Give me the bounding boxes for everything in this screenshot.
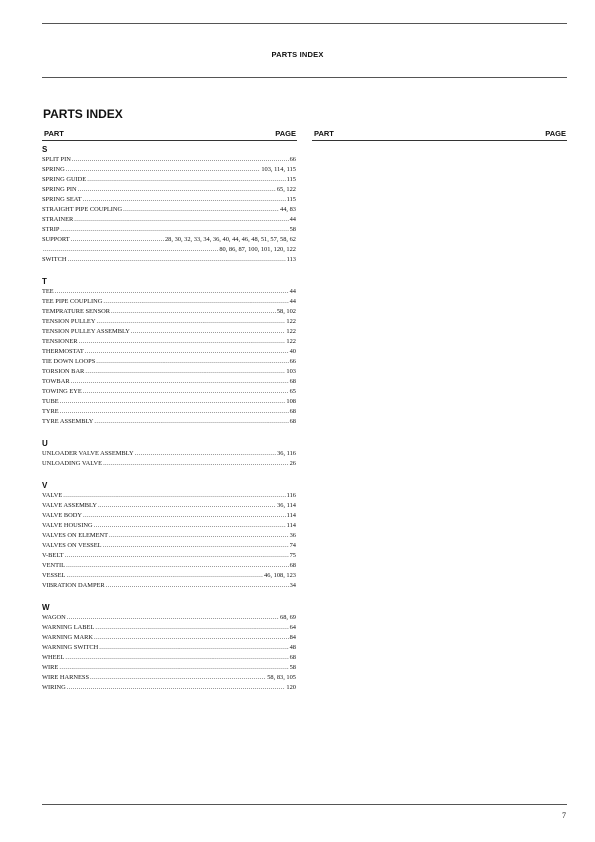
page-refs: 116 (286, 492, 296, 499)
part-name: VALVES ON ELEMENT (42, 532, 109, 539)
part-name: UNLOADING VALVE (42, 460, 103, 467)
part-name: WIRE (42, 664, 59, 671)
index-entry (42, 581, 296, 591)
index-entry (42, 653, 296, 663)
page-refs: 58 (289, 664, 296, 671)
page-refs: 84 (289, 634, 296, 641)
index-entry (42, 459, 296, 469)
dot-leader (103, 459, 289, 469)
right-page-label: PAGE (545, 129, 566, 138)
dot-leader (66, 561, 289, 571)
dot-leader (71, 377, 289, 387)
dot-leader (79, 337, 286, 347)
left-page-label: PAGE (275, 129, 296, 138)
dot-leader (67, 683, 286, 693)
page-refs: 103, 114, 115 (261, 166, 296, 173)
part-name: STRAINER (42, 216, 74, 223)
index-entry (42, 613, 296, 623)
section-gap (42, 265, 296, 276)
part-name: SPLIT PIN (42, 156, 71, 163)
page-refs: 44 (289, 298, 296, 305)
page-refs: 75 (289, 552, 296, 559)
part-name: SUPPORT (42, 236, 70, 243)
page-refs: 114 (286, 512, 296, 519)
index-entry (42, 449, 296, 459)
index-entry (42, 397, 296, 407)
index-entry (42, 155, 296, 165)
index-entry (42, 501, 296, 511)
index-entry (42, 195, 296, 205)
dot-leader (59, 663, 288, 673)
dot-leader (78, 185, 276, 195)
page-refs: 66 (289, 358, 296, 365)
dot-leader (95, 623, 288, 633)
dot-leader (83, 387, 289, 397)
page-refs: 66 (289, 156, 296, 163)
page-refs: 122 (286, 338, 296, 345)
part-name: TUBE (42, 398, 59, 405)
left-part-label: PART (44, 129, 64, 138)
index-title: PARTS INDEX (43, 107, 123, 121)
index-entry (42, 287, 296, 297)
index-entry (42, 317, 296, 327)
dot-leader (94, 633, 289, 643)
dot-leader (96, 317, 285, 327)
index-entry (42, 255, 296, 265)
header-top-rule (42, 23, 567, 24)
index-entry (42, 307, 296, 317)
part-name: WARNING MARK (42, 634, 93, 641)
index-entry (42, 377, 296, 387)
dot-leader (65, 551, 289, 561)
part-name: VALVES ON VESSEL (42, 542, 102, 549)
page-refs: 80, 86, 87, 100, 101, 120, 122 (219, 246, 296, 253)
dot-leader (66, 165, 261, 175)
page-refs: 122 (286, 318, 296, 325)
dot-leader (135, 449, 277, 459)
dot-leader (87, 175, 285, 185)
part-name: TEMPRATURE SENSOR (42, 308, 110, 315)
part-name: VESSEL (42, 572, 66, 579)
part-name: TYRE ASSEMBLY (42, 418, 94, 425)
index-entry (42, 683, 296, 693)
page-refs: 68 (289, 418, 296, 425)
page-refs: 68 (289, 378, 296, 385)
dot-leader (60, 407, 289, 417)
part-name: TENSION PULLEY ASSEMBLY (42, 328, 130, 335)
dot-leader (111, 307, 276, 317)
index-entry (42, 643, 296, 653)
part-name: SPRING PIN (42, 186, 77, 193)
dot-leader (67, 613, 279, 623)
page-refs: 58, 102 (276, 308, 296, 315)
part-name: SWITCH (42, 256, 67, 263)
part-name: TEE PIPE COUPLING (42, 298, 103, 305)
page-refs: 44 (289, 216, 296, 223)
part-name: WARNING SWITCH (42, 644, 99, 651)
header-bottom-rule (42, 77, 567, 78)
section-letter: W (42, 603, 50, 612)
page-refs: 115 (286, 196, 296, 203)
page-refs: 34 (289, 582, 296, 589)
section-letter: U (42, 439, 48, 448)
index-entry (42, 165, 296, 175)
part-name: WAGON (42, 614, 66, 621)
part-name: STRAIGHT PIPE COUPLING (42, 206, 123, 213)
part-name: THERMOSTAT (42, 348, 84, 355)
page-refs: 68 (289, 654, 296, 661)
part-name: WIRING (42, 684, 66, 691)
index-entry (42, 531, 296, 541)
page-refs: 46, 108, 123 (264, 572, 296, 579)
index-entry (42, 387, 296, 397)
dot-leader (131, 327, 286, 337)
page-refs: 68 (289, 408, 296, 415)
page-refs: 36 (289, 532, 296, 539)
index-entry (42, 357, 296, 367)
dot-leader (66, 571, 263, 581)
dot-leader (106, 581, 289, 591)
part-name: V-BELT (42, 552, 64, 559)
dot-leader (72, 155, 289, 165)
index-entry (42, 297, 296, 307)
dot-leader (109, 531, 289, 541)
dot-leader (65, 653, 288, 663)
part-name: TIE DOWN LOOPS (42, 358, 96, 365)
page-refs: 28, 30, 32, 33, 34, 36, 40, 44, 46, 48, 51, 57, 58, 62 (164, 236, 296, 243)
left-column-header (42, 129, 297, 141)
index-list (42, 144, 296, 693)
part-name: SPRING GUIDE (42, 176, 87, 183)
page-refs: 58 (289, 226, 296, 233)
section-letter: T (42, 277, 47, 286)
page-refs: 64 (289, 624, 296, 631)
index-entry (42, 225, 296, 235)
index-entry (42, 245, 296, 255)
part-name: TYRE (42, 408, 59, 415)
part-name: UNLOADER VALVE ASSEMBLY (42, 450, 134, 457)
page-refs: 115 (286, 176, 296, 183)
part-name: WHEEL (42, 654, 65, 661)
page-refs: 114 (286, 522, 296, 529)
dot-leader (83, 195, 286, 205)
page-refs: 44 (289, 288, 296, 295)
index-entry (42, 521, 296, 531)
dot-leader (96, 357, 288, 367)
dot-leader (85, 367, 285, 377)
page-refs: 65, 122 (276, 186, 296, 193)
dot-leader (98, 501, 276, 511)
part-name: STRIP (42, 226, 60, 233)
part-name: SPRING SEAT (42, 196, 82, 203)
part-name: SPRING (42, 166, 65, 173)
header-title: PARTS INDEX (271, 50, 324, 59)
page-refs: 103 (286, 368, 296, 375)
index-entry (42, 511, 296, 521)
page-number: 7 (562, 811, 566, 820)
index-entry (42, 571, 296, 581)
part-name: WIRE HARNESS (42, 674, 90, 681)
index-entry (42, 185, 296, 195)
dot-leader (99, 643, 288, 653)
index-entry (42, 633, 296, 643)
page-refs: 65 (289, 388, 296, 395)
dot-leader (90, 673, 266, 683)
page-refs: 36, 114 (277, 502, 296, 509)
dot-leader (123, 205, 279, 215)
page-refs: 122 (286, 328, 296, 335)
part-name: VIBRATION DAMPER (42, 582, 105, 589)
part-name: TENSIONER (42, 338, 78, 345)
index-entry (42, 367, 296, 377)
index-entry (42, 491, 296, 501)
dot-leader (83, 511, 286, 521)
index-entry (42, 235, 296, 245)
index-entry (42, 417, 296, 427)
section-letter: S (42, 145, 48, 154)
page-refs: 40 (289, 348, 296, 355)
index-entry (42, 407, 296, 417)
part-name: WARNING LABEL (42, 624, 95, 631)
page-refs: 36, 116 (277, 450, 296, 457)
dot-leader (60, 225, 288, 235)
part-name: TORSION BAR (42, 368, 85, 375)
index-entry (42, 337, 296, 347)
section-letter: V (42, 481, 48, 490)
part-name: VALVE (42, 492, 63, 499)
index-entry (42, 215, 296, 225)
page-refs: 74 (289, 542, 296, 549)
page-refs: 58, 83, 105 (267, 674, 296, 681)
dot-leader (103, 541, 289, 551)
page-refs: 26 (289, 460, 296, 467)
dot-leader (63, 491, 285, 501)
index-entry (42, 663, 296, 673)
index-entry (42, 673, 296, 683)
index-entry (42, 623, 296, 633)
index-entry (42, 541, 296, 551)
part-name: VENTIL (42, 562, 66, 569)
dot-leader (71, 235, 164, 245)
part-name: TENSION PULLEY (42, 318, 96, 325)
index-entry (42, 205, 296, 215)
dot-leader (94, 521, 286, 531)
part-name: TOWING EYE (42, 388, 82, 395)
section-gap (42, 591, 296, 602)
part-name: VALVE HOUSING (42, 522, 93, 529)
page-refs: 113 (286, 256, 296, 263)
dot-leader (85, 347, 289, 357)
right-part-label: PART (314, 129, 334, 138)
dot-leader (60, 397, 286, 407)
index-entry (42, 327, 296, 337)
page-refs: 44, 83 (280, 206, 296, 213)
part-name: VALVE ASSEMBLY (42, 502, 97, 509)
index-entry (42, 551, 296, 561)
dot-leader (74, 215, 288, 225)
dot-leader (43, 245, 218, 255)
footer-rule (42, 804, 567, 805)
page-refs: 68 (289, 562, 296, 569)
dot-leader (55, 287, 289, 297)
section-gap (42, 427, 296, 438)
index-entry (42, 347, 296, 357)
section-gap (42, 469, 296, 480)
page-refs: 68, 69 (280, 614, 296, 621)
page-refs: 48 (289, 644, 296, 651)
page-refs: 120 (286, 684, 296, 691)
dot-leader (94, 417, 288, 427)
dot-leader (103, 297, 288, 307)
part-name: TOWBAR (42, 378, 70, 385)
dot-leader (68, 255, 286, 265)
part-name: TEE (42, 288, 54, 295)
page-refs: 108 (286, 398, 296, 405)
part-name: VALVE BODY (42, 512, 82, 519)
index-entry (42, 175, 296, 185)
right-column-header (312, 129, 567, 141)
index-entry (42, 561, 296, 571)
